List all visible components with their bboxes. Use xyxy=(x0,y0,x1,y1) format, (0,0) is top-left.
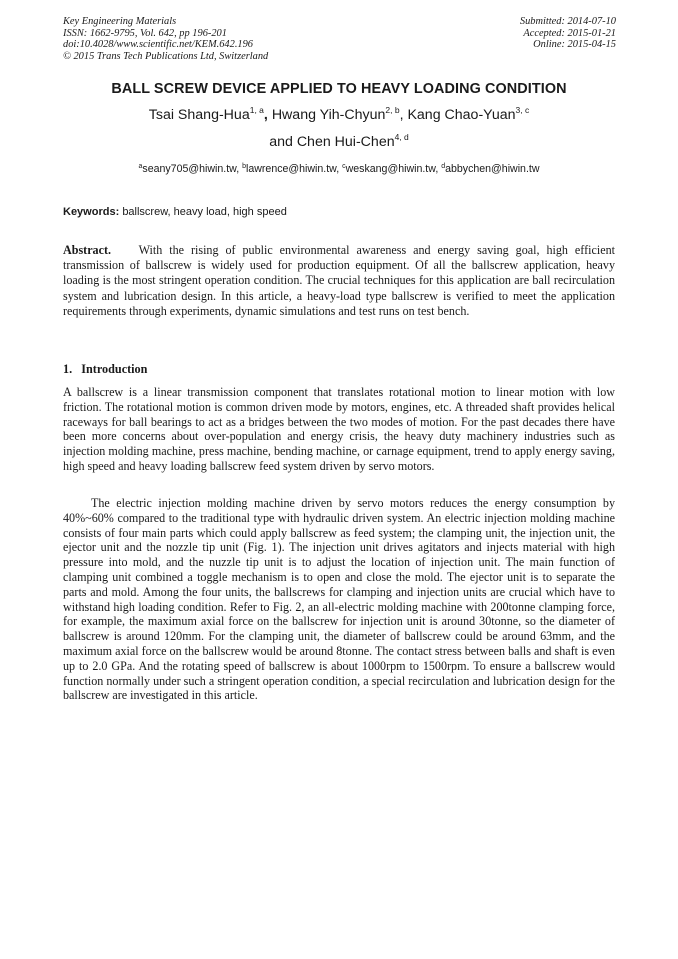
journal-name: Key Engineering Materials xyxy=(63,16,177,27)
keywords-label: Keywords: xyxy=(63,206,120,218)
accepted-date: Accepted: 2015-01-21 xyxy=(523,27,616,39)
issn-line: ISSN: 1662-9795, Vol. 642, pp 196-201 xyxy=(63,27,227,39)
email-marker: d xyxy=(441,163,446,170)
intro-paragraph-2: The electric injection molding machine driven by servo motors reduces the energy consumption by 40%~60% compared to the traditional type with hydraulic driven system. An electric injection molding machine consists of four main parts which could apply ballscrew as feed system; the clamping unit, the injection unit, the ejector unit and the nozzle tip unit (Fig. 1). The injection unit drives agitators and injects material with high pressure into mold, and the nuzzle tip unit is to adjust the location of injection unit. The main function of clamping unit combined a toggle mechanism is to open and close the mold. The ejector unit is to separate the parts and mold. Among the four units, the ballscrews for clamping and injection units are crucial which have to withstand high loading condition. Refer to Fig. 2, an all-electric molding machine with 200tonne clamping force, for example, the maximum axial force on the ballscrew for injection unit is around 30tonne, so the diameter of ballscrew is around 120mm. For the clamping unit, the diameter of ballscrew could be around 63mm, and the maximum axial force on the ballscrew would be around 8tonne. The contact stress between balls and shaft is even up to 2.0 GPa. And the rotating speed of ballscrew is about 1000rpm to 1500rpm. To ensure a ballscrew would function normally under such a stringent operation condition, a special recirculation and lubrication design for the ballscrew are investigated in this article. xyxy=(63,496,615,703)
dates-info xyxy=(520,16,616,51)
email-link[interactable]: lawrence@hiwin.tw xyxy=(246,163,337,175)
email-marker: c xyxy=(342,163,346,170)
email-marker: b xyxy=(242,163,246,170)
email-link[interactable]: abbychen@hiwin.tw xyxy=(445,163,540,175)
email-link[interactable]: weskang@hiwin.tw xyxy=(345,163,436,175)
keywords xyxy=(63,206,287,218)
intro-paragraph-1: A ballscrew is a linear transmission component that translates rotational motion to linear motion with low friction. The rotational motion is common driven mode by motors, engines, etc. A threaded shaft provides helical raceways for ball bearings to act as a bridges between the two modes of motion. For the past decades there have been more concerns about over-population and energy crisis, the heavy duty machinery industries such as injection molding machine, press machine, bending machine, or carnage equipment, trend to apply energy saving, high speed and heavy loading ballscrew feed system driven by servo motors. xyxy=(63,385,615,473)
doi-line[interactable]: doi:10.4028/www.scientific.net/KEM.642.196 xyxy=(63,39,253,51)
abstract-text: With the rising of public environmental awareness and energy saving goal, high efficient transmission of ballscrew is widely used for production equipment. Of all the ballscrew application, heavy loading is the most stringent operation condition. The crucial techniques for this application are ball recirculation system and lubrication design. In this article, a heavy-load type ballscrew is verified to meet the application requirements through experiments, dynamic simulations and test runs on test bench. xyxy=(63,243,615,318)
abstract-label: Abstract. xyxy=(63,243,112,257)
paper-title: BALL SCREW DEVICE APPLIED TO HEAVY LOADING CONDITION xyxy=(111,81,567,97)
author-name: Chen Hui-Chen xyxy=(296,134,395,150)
section-heading xyxy=(63,362,147,377)
author-affiliation: 3, c xyxy=(515,105,530,115)
email-link[interactable]: seany705@hiwin.tw xyxy=(142,163,237,175)
author-joiner: and xyxy=(269,134,293,150)
submitted-date: Submitted: 2014-07-10 xyxy=(519,16,616,27)
author-affiliation: 4, d xyxy=(394,132,409,142)
section-title: Introduction xyxy=(81,362,148,376)
copyright-line: © 2015 Trans Tech Publications Ltd, Switzerland xyxy=(63,50,269,62)
author-line-2 xyxy=(0,134,678,150)
online-date: Online: 2015-04-15 xyxy=(533,39,616,51)
author-name: Kang Chao-Yuan xyxy=(407,107,516,123)
email-marker: a xyxy=(138,163,143,170)
author-affiliation: 1, a xyxy=(249,105,264,115)
journal-info xyxy=(63,16,268,62)
author-line-1: Tsai Shang-Hua$^{1, a}$, Hwang Yih-Chyun$^{2, b}$, Kang Chao-Yuan$^{3, c}$ xyxy=(148,105,530,123)
keywords-text: ballscrew, heavy load, high speed xyxy=(122,206,287,218)
section-number: 1. xyxy=(63,362,73,376)
author-emails: $^a$seany705@hiwin.tw, $^b$lawrence@hiwin.tw, $^c$weskang@hiwin.tw, $^d$abbychen@hiwin.tw xyxy=(138,163,540,175)
author-name: Hwang Yih-Chyun xyxy=(271,107,386,123)
abstract xyxy=(63,243,615,319)
author-name: Tsai Shang-Hua xyxy=(148,107,250,123)
author-affiliation: 2, b xyxy=(385,105,400,115)
